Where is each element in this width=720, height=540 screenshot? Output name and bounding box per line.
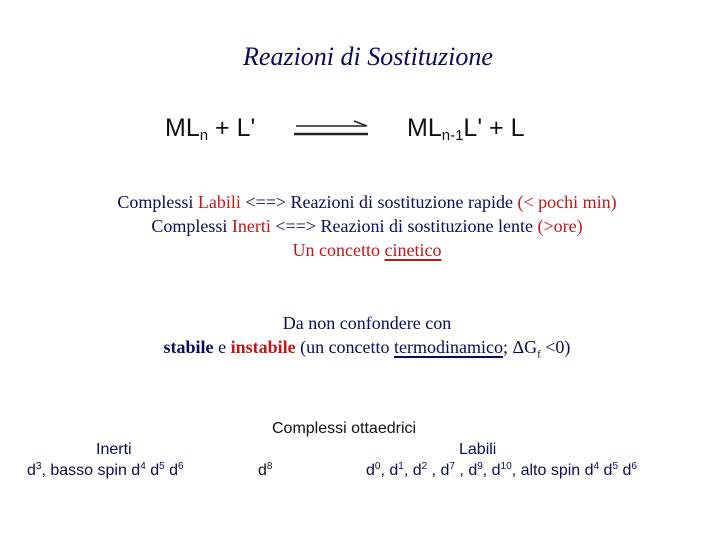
inert-d: d bbox=[27, 462, 36, 479]
def3-prefix: Un concetto bbox=[292, 240, 385, 260]
labile-label: Labili bbox=[459, 441, 497, 458]
delta-g-sub: f bbox=[537, 348, 541, 361]
equation-rhs bbox=[407, 114, 525, 143]
rhs-main: ML bbox=[407, 114, 442, 142]
equation-lhs bbox=[165, 114, 255, 143]
definition-inert bbox=[0, 216, 720, 237]
delta-g: ΔG bbox=[512, 337, 538, 357]
def2-prefix: Complessi bbox=[151, 216, 232, 236]
inert-configurations bbox=[27, 462, 184, 480]
def2-note: (>ore) bbox=[537, 216, 583, 236]
labile-exp: 10 bbox=[500, 461, 512, 472]
inert-exp3: 5 bbox=[159, 461, 165, 472]
equilibrium-arrows-icon bbox=[292, 120, 376, 142]
labile-text: , d bbox=[380, 462, 399, 479]
kinetic-concept bbox=[0, 240, 720, 261]
labile-exp: 4 bbox=[593, 461, 600, 472]
inert-exp2: 4 bbox=[140, 461, 146, 472]
labile-text: d bbox=[366, 462, 375, 479]
labile-exp: 6 bbox=[631, 461, 637, 472]
def1-prefix: Complessi bbox=[117, 192, 198, 212]
labile-exp: 5 bbox=[612, 461, 618, 472]
word-stabile: stabile bbox=[163, 337, 214, 357]
definition-labile bbox=[0, 192, 720, 213]
thermo-open: (un concetto bbox=[295, 337, 395, 357]
labile-text: d bbox=[599, 462, 613, 479]
lhs-rest: + L' bbox=[215, 114, 256, 142]
labile-text: d bbox=[618, 462, 632, 479]
labile-text: , d bbox=[403, 462, 422, 479]
thermo-conj: e bbox=[213, 337, 231, 357]
labile-text: , d bbox=[454, 462, 478, 479]
labile-exp: 0 bbox=[374, 461, 381, 472]
inert-mid: , basso spin d bbox=[41, 462, 141, 479]
inert-exp4: 6 bbox=[178, 461, 184, 472]
labile-exp: 9 bbox=[477, 461, 483, 472]
labile-exp: 1 bbox=[398, 461, 404, 472]
keyword-cinetico: cinetico bbox=[384, 240, 442, 260]
def2-middle: <==> Reazioni di sostituzione lente bbox=[270, 216, 538, 236]
labile-text: , alto spin d bbox=[511, 462, 594, 479]
word-instabile: instabile bbox=[230, 337, 296, 357]
keyword-inerti: Inerti bbox=[231, 216, 271, 236]
rhs-sub: n-1 bbox=[441, 127, 464, 144]
d8-configuration bbox=[258, 462, 272, 480]
page-title: Reazioni di Sostituzione bbox=[243, 42, 493, 71]
thermo-sep: ; bbox=[503, 337, 513, 357]
labile-exp: 7 bbox=[449, 461, 455, 472]
inert-d6: d bbox=[164, 462, 179, 479]
labile-configurations bbox=[366, 462, 637, 480]
def1-note: (< pochi min) bbox=[517, 192, 617, 212]
keyword-labili: Labili bbox=[197, 192, 241, 212]
def1-middle: <==> Reazioni di sostituzione rapide bbox=[240, 192, 518, 212]
rhs-rest: L' + L bbox=[463, 114, 525, 142]
lhs-main: ML bbox=[165, 114, 200, 142]
thermo-close: <0) bbox=[540, 337, 571, 357]
thermo-line bbox=[0, 337, 720, 361]
middle-exp: 8 bbox=[266, 461, 273, 472]
labile-text: , d bbox=[427, 462, 450, 479]
thermo-intro: Da non confondere con bbox=[282, 313, 452, 333]
inert-label: Inerti bbox=[96, 441, 132, 458]
inert-exp: 3 bbox=[35, 461, 42, 472]
middle-d: d bbox=[258, 462, 267, 479]
lhs-sub: n bbox=[199, 127, 209, 144]
octahedral-heading: Complessi ottaedrici bbox=[272, 420, 417, 437]
inert-d5: d bbox=[145, 462, 160, 479]
labile-exp: 2 bbox=[421, 461, 428, 472]
labile-text: , d bbox=[482, 462, 501, 479]
keyword-termodinamico: termodinamico bbox=[394, 337, 504, 357]
